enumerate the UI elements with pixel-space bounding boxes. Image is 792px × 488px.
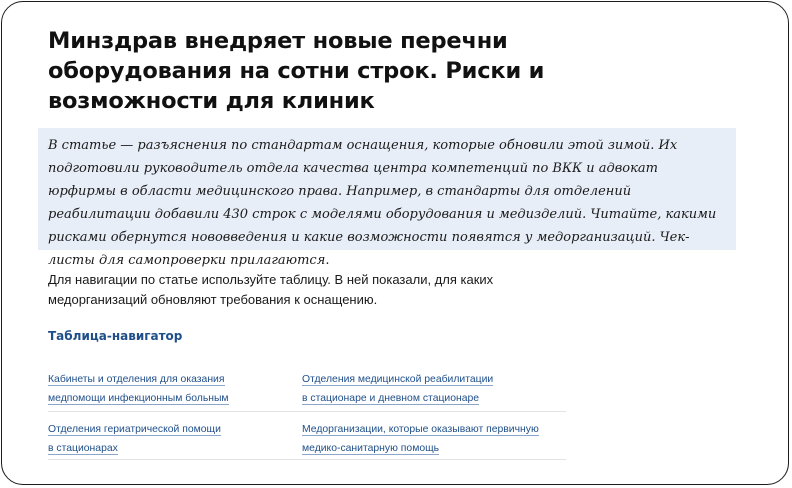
navigator-cell [302, 412, 566, 460]
navigator-cell [48, 412, 302, 460]
nav-link-infectious-line1[interactable]: Кабинеты и отделения для оказания [48, 374, 225, 385]
nav-link-geriatric-line1[interactable]: Отделения гериатрической помощи [48, 424, 221, 435]
nav-link-rehabilitation-line2[interactable]: в стационаре и дневном стационаре [302, 393, 480, 404]
navigator-table [48, 364, 566, 460]
nav-link-primary-care-line2[interactable]: медико-санитарную помощь [302, 443, 440, 454]
navigator-heading: Таблица-навигатор [48, 329, 183, 343]
navigator-cell [302, 364, 566, 412]
article-frame [1, 1, 789, 485]
nav-link-geriatric-line2[interactable]: в стационарах [48, 443, 118, 454]
nav-link-rehabilitation-line1[interactable]: Отделения медицинской реабилитации [302, 374, 494, 385]
nav-link-primary-care-line1[interactable]: Медорганизации, которые оказывают первичную [302, 424, 539, 435]
navigator-cell [48, 364, 302, 412]
nav-link-infectious-line2[interactable]: медпомощи инфекционным больным [48, 393, 229, 404]
navigation-intro: Для навигации по статье используйте таблицу. В ней показали, для каких медорганизаций обновляют требования к оснащению. [48, 272, 494, 307]
article-lead: В статье — разъяснения по стандартам оснащения, которые обновили этой зимой. Их подготовили руководитель отдела качества центра компетенций по ВКК и адвокат юрфирмы в области медицинского права. Например, в стандарты для отделений реабилитации добавили 430 строк с моделями оборудования и медизделий. Читайте, какими рисками обернутся нововведения и какие возможности появятся у медорганизаций. Чек-листы для самопроверки прилагаются. [38, 128, 736, 250]
article-title: Минздрав внедряет новые перечни оборудования на сотни строк. Риски и возможности для клиник [48, 28, 545, 114]
